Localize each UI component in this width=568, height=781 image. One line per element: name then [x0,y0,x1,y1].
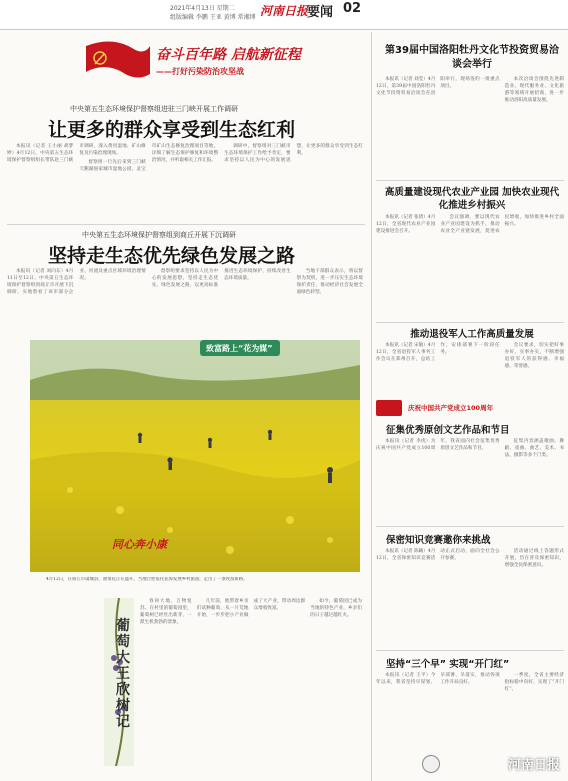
paragraph: 会议要求，切实把好事办好、实事办实，不断增强退役军人的获得感、幸福感、荣誉感。 [504,343,564,369]
banner-title: 奋斗百年路 启航新征程 [156,47,301,63]
paragraph: 本报讯（记者 陈曦）4月12日，全省保密知识竞赛活动正式启动，面向全社会公开参赛。 [376,549,500,561]
story-e-body [376,548,564,646]
story-c-body [376,342,564,394]
paragraph: 本报讯（记者 王平）今年以来，我省坚持早谋划、早部署、早落实，推动各项工作开局良好。 [376,673,500,685]
paragraph: 本报讯（记者 张倩）4月12日，全省现代农业产业园建设推进会召开。 [376,215,436,234]
paragraph: 调研中，督察组对三门峡市生态环境保护工作给予肯定，要求坚持以人民为中心的发展思想，让更多的群众享受到生态红利。 [224,144,363,163]
story-c-headline: 推动退役军人工作高质量发展 [410,329,534,340]
issue-date: 2021年4月13日 星期二 [170,5,235,12]
paragraph: 征集内容涵盖歌曲、舞蹈、戏曲、曲艺、美术、书法、摄影等多个门类。 [504,439,564,458]
section-rule [376,650,564,651]
paragraph: 本报讯（记者 王小丽 胡梦婷）4月12日，中央第五生态环境保护督察组组长带队赴三门峡市调研，深入黄河湿地、矿山修复及污染治理现场。 [7,144,146,163]
story2-body [7,268,363,338]
paragraph: 一季度，全省主要经济指标稳中向好，实现了“开门红”。 [504,673,564,692]
page-number: 02 [343,1,362,16]
story-a-headline: 第39届中国洛阳牡丹文化节投资贸易洽谈会举行 [385,45,559,70]
story-b-body [376,214,564,318]
paragraph: 本报讯（记者 宋敏）4月12日，全省退役军人事务工作会议在郑州召开，总结工作，安排部署下一阶段任务。 [376,343,500,362]
column-logo: 同心奔小康 [112,538,167,551]
paragraph: 督察组一行先后来到三门峡天鹅湖国家城市湿地公园、灵宝市矿山生态修复治理项目等地，详细了解生态保护修复和环境整治情况，并听取相关工作汇报。 [79,144,219,172]
paragraph: 活动通过线上答题形式开展，旨在普及保密知识，增强全民保密意识。 [504,549,564,568]
section-rule [376,322,564,323]
anniversary-badge-icon [376,400,402,416]
paragraph: 本报讯（记者 李虎）为庆祝中国共产党成立100周年，我省面向社会征集优秀原创文艺作品和节目。 [376,439,500,451]
anniversary-tag: 庆祝中国共产党成立100周年 [408,404,494,412]
story2-kicker: 中央第五生态环境保护督察组到商丘开展下沉调研 [82,231,236,239]
banner-subtitle: ——打好污染防治攻坚战 [156,67,244,76]
rapeseed-field-image [30,340,360,572]
section-rule [376,526,564,527]
paragraph: 督察组要求坚持以人民为中心的发展思想，坚持走生态优先、绿色发展之路，以更高标准推进生态环境保护，持续改善生态环境质量。 [151,269,291,288]
story-d-headline: 征集优秀原创文艺作品和节目 [386,425,510,436]
photo-title: 致富路上“花为媒” [206,344,273,353]
paragraph: 本报讯（记者 刘向东）4月11日至12日，中央第五生态环境保护督察组到商丘市开展下沉调研，实地察看了该市部分企业、河流及重点区域环境治理情况。 [7,269,146,295]
rapeseed-field-photo [30,340,360,572]
story1-headline: 让更多的群众享受到生态红利 [48,119,296,141]
masthead-logo: 河南日报 [260,4,309,18]
anniversary-banner [376,398,566,418]
story-b-headline: 高质量建设现代农业产业园 加快农业现代化推进乡村振兴 [384,187,560,211]
watermark-logo-icon [422,755,440,773]
paragraph: 几年前，他带着乡亲们试种葡萄，从一片荒地开始，一步步把小产业做成了大产业，带动周边群众增收致富。 [196,599,306,618]
page-header [0,0,568,30]
story-e-headline: 保密知识竞赛邀你来挑战 [386,535,491,546]
editor-line: 组版编辑 李鹏 王亚 黄博 常湘博 [170,14,256,21]
story-a-body [376,76,564,174]
paragraph: 本报讯（记者 刘莹）4月12日，第39届中国洛阳牡丹文化节投资贸易洽谈会在洛阳举行，现场签约一批重点项目。 [376,77,500,96]
party-flag-icon [82,38,152,82]
story-d-body [376,438,564,522]
story2-headline: 坚持走生态优先绿色发展之路 [48,245,296,267]
paragraph: 当地干部群众表示，将以督察为契机，进一步压实生态环境保护责任，推动经济社会发展全面绿色转型。 [296,269,363,295]
campaign-banner [62,38,312,88]
story1-kicker: 中央第五生态环境保护督察组进驻三门峡开展工作调研 [70,105,238,113]
paragraph: 本次洽谈会围绕先进制造业、现代服务业、文化旅游等领域开展招商，进一步推动洛阳高质量发展。 [504,77,564,103]
photo-caption: 4月12日，在商丘市虞城县，油菜花正在盛开，当地百姓依托花海发展乡村旅游，走出了一条致富新路。 [46,577,248,582]
section-rule [376,180,564,181]
section-rule [7,224,365,225]
watermark-text: 河南日报 [507,758,560,773]
story-f-headline: 坚持“三个早” 实现“开门红” [386,659,510,670]
paragraph: 如今，葡萄园已成为当地的特色产业，乡亲们的日子越过越红火。 [310,599,362,618]
feature-body [140,598,362,768]
paragraph: 会议强调，要以现代农业产业园建设为抓手，推动农业全产业链发展，促进农民增收，加快推进乡村全面振兴。 [440,215,564,234]
feature-title: 葡萄大王欣树记 [116,618,130,730]
story-f-body [376,672,564,764]
column-divider [371,32,372,781]
story1-body [7,143,363,219]
paragraph: 春回大地，万物复苏。在村里的葡萄园里，葡萄树已经吐出新芽，一派生机勃勃的景象。 [140,599,192,625]
section-name: 要闻 [307,5,334,20]
